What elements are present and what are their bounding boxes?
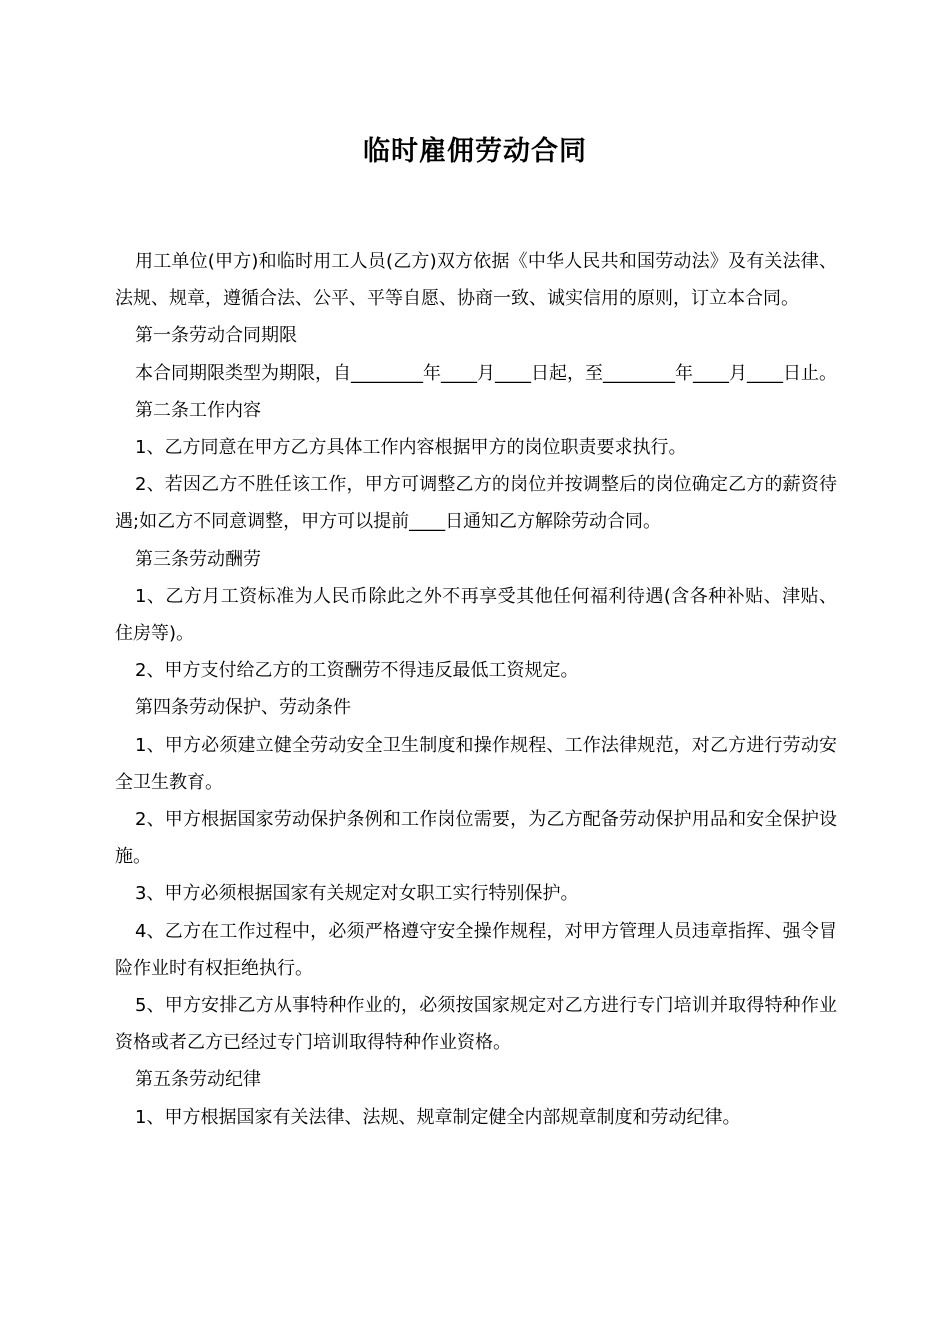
paragraph-protection-1: 1、甲方必须建立健全劳动安全卫生制度和操作规程、工作法律规范，对乙方进行劳动安全卫生教育。 [115, 734, 837, 793]
heading-article-1: 第一条劳动合同期限 [135, 325, 297, 347]
paragraph-pay-2: 2、甲方支付给乙方的工资酬劳不得违反最低工资规定。 [135, 660, 579, 682]
paragraph-protection-3: 3、甲方必须根据国家有关规定对女职工实行特别保护。 [135, 883, 579, 905]
paragraph-discipline-1: 1、甲方根据国家有关法律、法规、规章制定健全内部规章制度和劳动纪律。 [135, 1106, 741, 1128]
paragraph-protection-5: 5、甲方安排乙方从事特种作业的，必须按国家规定对乙方进行专门培训并取得特种作业资格或者乙方已经过专门培训取得特种作业资格。 [115, 995, 837, 1054]
paragraph-work-1: 1、乙方同意在甲方乙方具体工作内容根据甲方的岗位职责要求执行。 [135, 437, 687, 459]
heading-article-2: 第二条工作内容 [135, 399, 261, 421]
heading-article-3: 第三条劳动酬劳 [135, 548, 261, 570]
paragraph-protection-4: 4、乙方在工作过程中，必须严格遵守安全操作规程，对甲方管理人员违章指挥、强令冒险作业时有权拒绝执行。 [115, 920, 837, 979]
paragraph-preamble: 用工单位(甲方)和临时用工人员(乙方)双方依据《中华人民共和国劳动法》及有关法律、法规、规章，遵循合法、公平、平等自愿、协商一致、诚实信用的原则，订立本合同。 [115, 251, 837, 310]
paragraph-work-2: 2、若因乙方不胜任该工作，甲方可调整乙方的岗位并按调整后的岗位确定乙方的薪资待遇;如乙方不同意调整，甲方可以提前____日通知乙方解除劳动合同。 [115, 474, 837, 533]
paragraph-pay-1: 1、乙方月工资标准为人民币除此之外不再享受其他任何福利待遇(含各种补贴、津贴、住房等)。 [115, 585, 837, 645]
paragraph-contract-term: 本合同期限类型为期限，自________年____月____日起，至________年____月____日止。 [135, 362, 837, 384]
paragraph-protection-2: 2、甲方根据国家劳动保护条例和工作岗位需要，为乙方配备劳动保护用品和安全保护设施。 [115, 809, 837, 868]
document-body [115, 243, 837, 1136]
document-title: 临时雇佣劳动合同 [363, 136, 587, 167]
heading-article-5: 第五条劳动纪律 [135, 1069, 261, 1091]
heading-article-4: 第四条劳动保护、劳动条件 [135, 697, 351, 719]
